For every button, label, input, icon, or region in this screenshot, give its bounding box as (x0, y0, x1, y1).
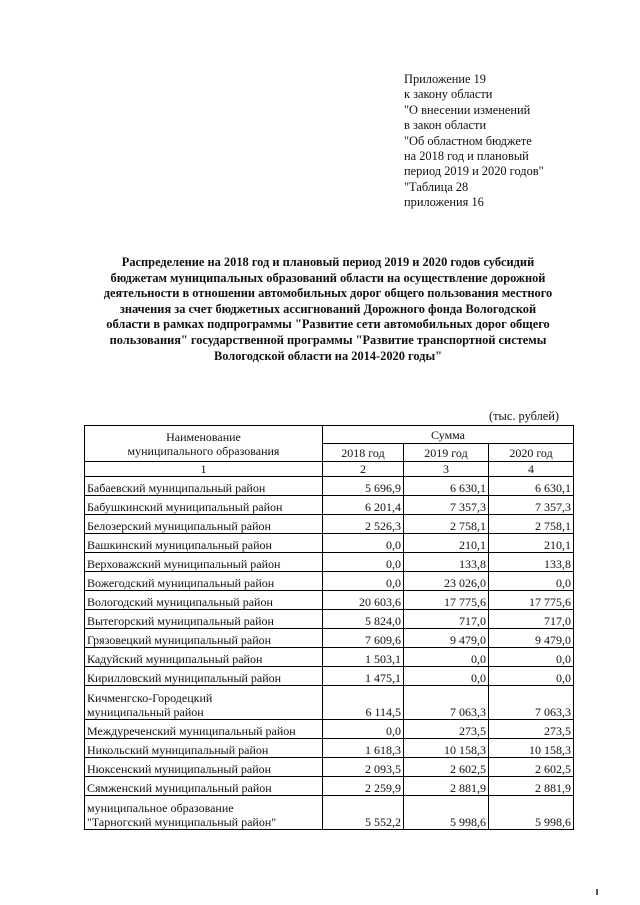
municipality-name-line: Междуреченский муниципальный район (87, 724, 296, 738)
table-row (85, 477, 574, 496)
table-row (85, 758, 574, 777)
municipality-name-line: муниципальный район (87, 705, 204, 719)
municipality-name-cell (85, 477, 323, 496)
municipality-name-line: Кичменгско-Городецкий (87, 691, 213, 705)
table-row (85, 777, 574, 796)
amount-2018-cell: 0,0 (323, 534, 404, 553)
amount-2018-cell: 20 603,6 (323, 591, 404, 610)
municipality-name-cell (85, 629, 323, 648)
amount-2019-cell: 23 026,0 (404, 572, 489, 591)
appendix-line: в закон области (404, 118, 487, 133)
table-row (85, 610, 574, 629)
amount-2019-cell: 133,8 (404, 553, 489, 572)
header-number-cell: 1 (85, 462, 323, 477)
amount-2018-cell: 0,0 (323, 720, 404, 739)
municipality-name-cell (85, 739, 323, 758)
appendix-line: "Об областном бюджете (404, 133, 532, 148)
header-number-row (85, 462, 574, 477)
amount-2020-cell: 2 758,1 (489, 515, 574, 534)
title-line: Вологодской области на 2014-2020 годы" (213, 348, 443, 363)
amount-2020-cell: 0,0 (489, 572, 574, 591)
amount-2019-cell: 0,0 (404, 667, 489, 686)
appendix-line: на 2018 год и плановый (404, 149, 529, 164)
amount-2019-cell: 6 630,1 (404, 477, 489, 496)
municipality-name-line: "Тарногский муниципальный район" (87, 815, 277, 829)
header-name-line1: Наименование (166, 429, 241, 444)
amount-2020-cell: 17 775,6 (489, 591, 574, 610)
amount-2018-cell: 1 475,1 (323, 667, 404, 686)
title-line: области в рамках подпрограммы "Развитие сети автомобильных дорог общего (106, 317, 550, 332)
header-year-2019: 2019 год (404, 444, 489, 462)
municipality-name-line: Сямженский муниципальный район (87, 781, 272, 795)
amount-2018-cell: 5 696,9 (323, 477, 404, 496)
table-row (85, 553, 574, 572)
header-name-cell (85, 426, 323, 462)
municipality-name-line: Белозерский муниципальный район (87, 519, 271, 533)
municipality-name-line: Верховажский муниципальный район (87, 557, 281, 571)
amount-2019-cell: 717,0 (404, 610, 489, 629)
municipality-name-cell (85, 720, 323, 739)
header-number-cell: 4 (489, 462, 574, 477)
table-row (85, 534, 574, 553)
appendix-line: Приложение 19 (404, 72, 486, 86)
appendix-note (404, 72, 614, 211)
amount-2020-cell: 273,5 (489, 720, 574, 739)
amount-2018-cell: 6 114,5 (323, 686, 404, 720)
table-row (85, 796, 574, 830)
municipality-name-cell (85, 686, 323, 720)
amount-2019-cell: 273,5 (404, 720, 489, 739)
header-year-2018: 2018 год (323, 444, 404, 462)
title-line: деятельности в отношении автомобильных дорог общего пользования местного (103, 286, 553, 301)
header-number-cell: 2 (323, 462, 404, 477)
amount-2020-cell: 2 881,9 (489, 777, 574, 796)
amount-2019-cell: 10 158,3 (404, 739, 489, 758)
municipality-name-line: Вологодский муниципальный район (87, 595, 273, 609)
amount-2020-cell: 2 602,5 (489, 758, 574, 777)
municipality-name-cell (85, 758, 323, 777)
appendix-line: период 2019 и 2020 годов" (404, 164, 544, 179)
header-number-cell: 3 (404, 462, 489, 477)
table-row (85, 591, 574, 610)
municipality-name-line: Кадуйский муниципальный район (87, 652, 263, 666)
municipality-name-line: Бабаевский муниципальный район (87, 481, 266, 495)
municipality-name-cell (85, 667, 323, 686)
amount-2019-cell: 2 881,9 (404, 777, 489, 796)
amount-2020-cell: 7 063,3 (489, 686, 574, 720)
municipality-name-line: Вытегорский муниципальный район (87, 614, 274, 628)
table-row (85, 629, 574, 648)
municipality-name-cell (85, 496, 323, 515)
municipality-name-cell (85, 572, 323, 591)
amount-2019-cell: 210,1 (404, 534, 489, 553)
page-mark (596, 889, 598, 895)
amount-2018-cell: 5 824,0 (323, 610, 404, 629)
title-line: Распределение на 2018 год и плановый период 2019 и 2020 годов субсидий (121, 255, 535, 269)
amount-2020-cell: 7 357,3 (489, 496, 574, 515)
amount-2018-cell: 0,0 (323, 553, 404, 572)
table-row (85, 648, 574, 667)
amount-2019-cell: 7 063,3 (404, 686, 489, 720)
table-row (85, 686, 574, 720)
municipality-name-cell (85, 796, 323, 830)
municipality-name-cell (85, 777, 323, 796)
header-name-line2: муниципального образования (127, 443, 280, 458)
amount-2019-cell: 0,0 (404, 648, 489, 667)
amount-2020-cell: 133,8 (489, 553, 574, 572)
table-row (85, 515, 574, 534)
amount-2020-cell: 5 998,6 (489, 796, 574, 830)
amount-2019-cell: 2 602,5 (404, 758, 489, 777)
amount-2019-cell: 9 479,0 (404, 629, 489, 648)
amount-2018-cell: 5 552,2 (323, 796, 404, 830)
municipality-name-line: Вашкинский муниципальный район (87, 538, 272, 552)
table-row (85, 572, 574, 591)
municipality-name-line: Никольский муниципальный район (87, 743, 269, 757)
amount-2018-cell: 1 618,3 (323, 739, 404, 758)
amount-2020-cell: 0,0 (489, 648, 574, 667)
header-sum-cell: Сумма (323, 426, 574, 444)
table-row (85, 496, 574, 515)
municipality-name-line: Нюксенский муниципальный район (87, 762, 272, 776)
title-line: значения за счет бюджетных ассигнований Дорожного фонда Вологодской (119, 301, 537, 316)
amount-2018-cell: 2 259,9 (323, 777, 404, 796)
municipality-name-line: Кирилловский муниципальный район (87, 671, 282, 685)
amount-2019-cell: 5 998,6 (404, 796, 489, 830)
appendix-line: к закону области (404, 87, 493, 102)
amount-2019-cell: 7 357,3 (404, 496, 489, 515)
amount-2018-cell: 7 609,6 (323, 629, 404, 648)
subsidy-table (84, 425, 574, 830)
amount-2020-cell: 6 630,1 (489, 477, 574, 496)
municipality-name-line: муниципальное образование (87, 801, 234, 815)
document-title (80, 255, 576, 364)
amount-2020-cell: 210,1 (489, 534, 574, 553)
municipality-name-cell (85, 648, 323, 667)
title-line: бюджетам муниципальных образований области на осуществление дорожной (110, 270, 546, 285)
amount-2019-cell: 2 758,1 (404, 515, 489, 534)
table-row (85, 739, 574, 758)
municipality-name-cell (85, 591, 323, 610)
appendix-line: "О внесении изменений (404, 102, 531, 117)
amount-2020-cell: 717,0 (489, 610, 574, 629)
amount-2018-cell: 1 503,1 (323, 648, 404, 667)
municipality-name-line: Вожегодский муниципальный район (87, 576, 275, 590)
table-row (85, 720, 574, 739)
amount-2018-cell: 2 093,5 (323, 758, 404, 777)
amount-2020-cell: 9 479,0 (489, 629, 574, 648)
units-label: (тыс. рублей) (489, 409, 560, 423)
header-year-2020: 2020 год (489, 444, 574, 462)
title-line: пользования" государственной программы "Развитие транспортной системы (109, 332, 547, 347)
municipality-name-line: Грязовецкий муниципальный район (87, 633, 272, 647)
amount-2020-cell: 0,0 (489, 667, 574, 686)
municipality-name-cell (85, 610, 323, 629)
appendix-line: "Таблица 28 (404, 179, 469, 194)
table-row (85, 667, 574, 686)
amount-2018-cell: 2 526,3 (323, 515, 404, 534)
municipality-name-cell (85, 515, 323, 534)
amount-2018-cell: 0,0 (323, 572, 404, 591)
header-row-1 (85, 426, 574, 444)
appendix-line: приложения 16 (404, 195, 484, 210)
amount-2018-cell: 6 201,4 (323, 496, 404, 515)
amount-2020-cell: 10 158,3 (489, 739, 574, 758)
municipality-name-line: Бабушкинский муниципальный район (87, 500, 283, 514)
municipality-name-cell (85, 534, 323, 553)
amount-2019-cell: 17 775,6 (404, 591, 489, 610)
municipality-name-cell (85, 553, 323, 572)
